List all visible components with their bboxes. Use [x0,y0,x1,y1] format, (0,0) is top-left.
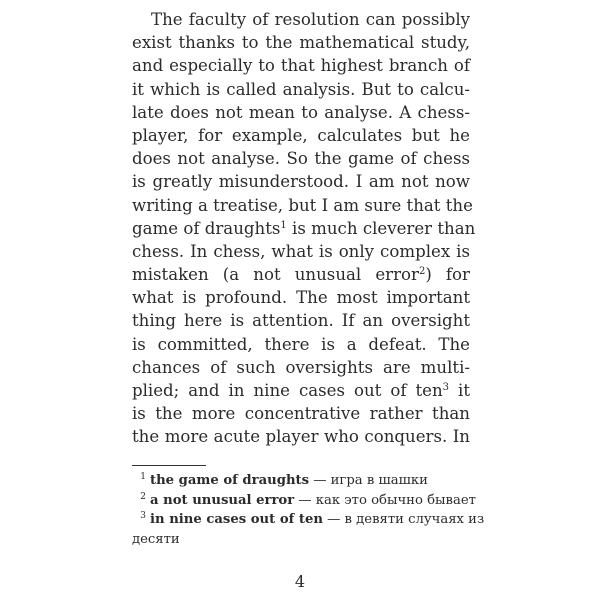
text-segment: ) for [425,265,470,285]
text-line: it which is called analysis. But to calcu- [132,79,470,99]
footnote-gloss: — как это обычно бывает [294,492,476,508]
text-line: chess. In chess, what is only complex is [132,241,470,261]
text-segment: game of draughts [132,218,281,238]
footnote-3: 3 in nine cases out of ten — в девяти случаях из [140,511,485,528]
page-number: 4 [294,572,306,591]
footnote-ref-2[interactable]: 2 [418,266,426,278]
footnote-term: a not unusual error [150,492,295,508]
text-line: and especially to that highest branch of [132,56,470,76]
footnote-divider [132,465,206,466]
text-line: late does not mean to analyse. A chess- [132,102,470,122]
footnote-gloss: — в девяти случаях из [322,512,485,528]
footnote-2: 2 a not unusual error — как это обычно бывает [140,491,476,508]
body-text [132,8,476,449]
footnotes [132,471,485,549]
text-segment: it [449,381,470,400]
text-line: is the more concentrative rather than [132,404,470,424]
footnote-term: in nine cases out of ten [150,512,323,528]
text-line: player, for example, calculates but he [132,125,470,145]
text-line: exist thanks to the mathematical study, [132,33,470,53]
text-line: the more acute player who conquers. In [132,427,470,447]
text-line: writing a treatise, but I am sure that the [132,195,473,215]
footnote-ref-3[interactable]: 3 [442,382,450,393]
text-line: does not analyse. So the game of chess [132,149,470,169]
text-line: is greatly misunderstood. I am not now [132,172,470,192]
text-line: thing here is attention. If an oversight [132,311,470,331]
text-segment: is much cleverer than [286,218,476,238]
text-line [132,379,470,402]
footnote-3-continuation: десяти [132,531,180,547]
text-line: chances of such oversights are multi- [132,357,470,377]
footnote-term: the game of draughts [150,473,310,488]
text-line: The faculty of resolution can possibly [151,10,470,29]
footnote-gloss: — игра в шашки [309,473,428,488]
text-segment: plied; and in nine cases out of ten [132,381,443,400]
text-segment: mistaken (a not unusual error [132,265,419,285]
text-line: is committed, there is a defeat. The [132,334,470,354]
text-line: what is profound. The most important [132,288,470,308]
text-line [132,217,476,240]
footnote-ref-1[interactable]: 1 [280,219,287,231]
text-line [132,263,470,286]
footnote-1: 1 the game of draughts — игра в шашки [140,472,428,488]
